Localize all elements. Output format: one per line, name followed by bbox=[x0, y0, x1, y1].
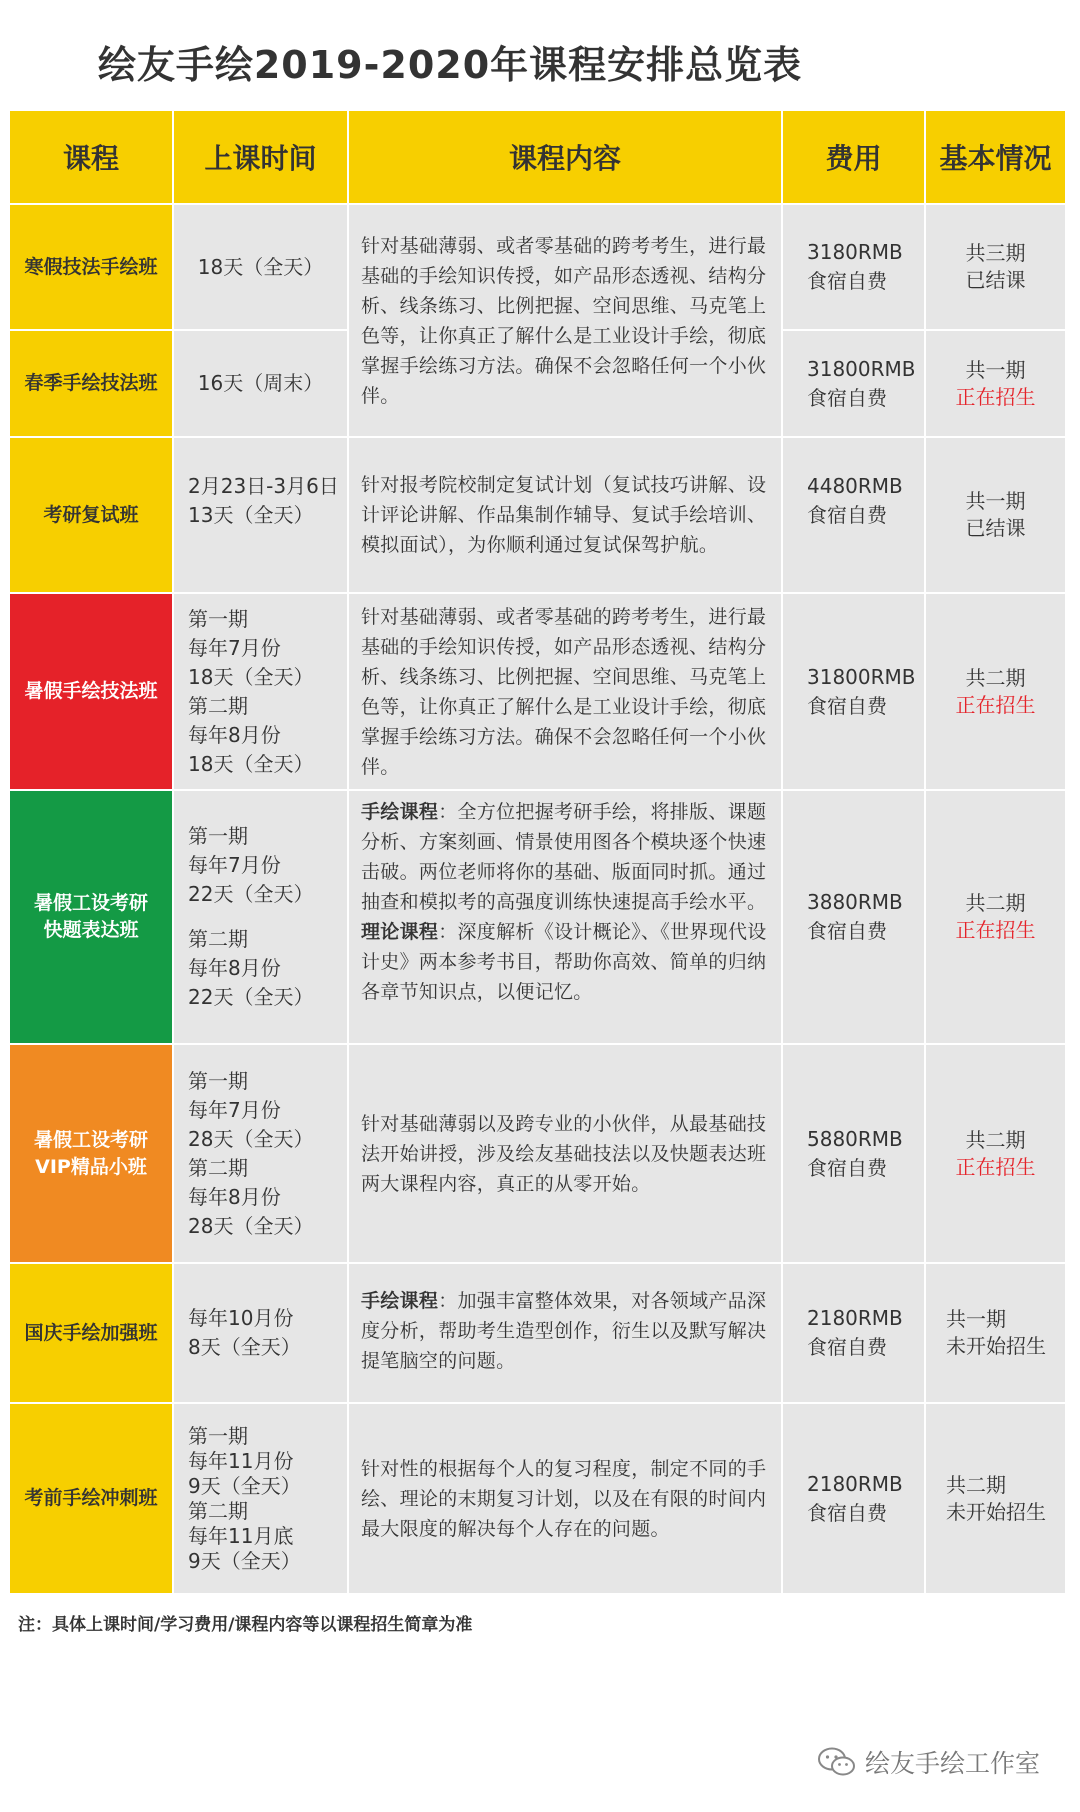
time-line: 第一期 bbox=[188, 1423, 248, 1448]
course-name: 春季手绘技法班 bbox=[10, 331, 172, 436]
course-fee bbox=[783, 205, 924, 329]
fee-amount: 31800RMB bbox=[807, 356, 916, 381]
fee-note: 食宿自费 bbox=[807, 503, 887, 527]
content-text: ：加强丰富整体效果，对各领域产品深度分析，帮助考生造型创作，衍生以及默写解决提笔脑空的问题。 bbox=[361, 1290, 767, 1372]
course-name: 国庆手绘加强班 bbox=[10, 1264, 172, 1402]
header-status: 基本情况 bbox=[926, 111, 1065, 203]
course-fee bbox=[783, 1045, 924, 1262]
time-line: 16天（周末） bbox=[197, 371, 324, 395]
time-line: 每年11月份 bbox=[188, 1448, 294, 1473]
time-line: 每年8月份 bbox=[188, 1184, 281, 1209]
fee-amount: 2180RMB bbox=[807, 1306, 903, 1330]
course-status bbox=[926, 791, 1065, 1043]
course-name-line: 暑假工设考研 bbox=[33, 892, 148, 914]
time-line: 8天（全天） bbox=[188, 1335, 301, 1359]
status-periods: 共二期 bbox=[965, 1127, 1026, 1152]
content-paragraph bbox=[361, 797, 771, 917]
header-time: 上课时间 bbox=[174, 111, 347, 203]
course-fee bbox=[783, 331, 924, 436]
course-content bbox=[349, 1264, 781, 1402]
time-line: 9天（全天） bbox=[188, 1473, 301, 1498]
status-state: 正在招生 bbox=[955, 384, 1036, 409]
course-status bbox=[926, 438, 1065, 592]
status-periods: 共二期 bbox=[965, 665, 1026, 690]
class-time bbox=[174, 1404, 347, 1593]
status-state: 已结课 bbox=[965, 268, 1026, 292]
time-line: 每年7月份 bbox=[188, 635, 281, 660]
fee-note: 食宿自费 bbox=[807, 919, 887, 943]
class-time bbox=[174, 1264, 347, 1402]
time-line: 28天（全天） bbox=[188, 1126, 314, 1151]
wechat-icon bbox=[817, 1746, 857, 1778]
content-text: ：全方位把握考研手绘，将排版、课题分析、方案刻画、情景使用图各个模块逐个快速击破。两位老师将你的基础、版面同时抓。通过抽查和模拟考的高强度训练快速提高手绘水平。 bbox=[361, 801, 767, 913]
fee-amount: 3880RMB bbox=[807, 890, 903, 914]
course-name-line: 快题表达班 bbox=[43, 919, 139, 941]
course-fee bbox=[783, 438, 924, 592]
fee-note: 食宿自费 bbox=[807, 269, 887, 293]
time-line: 第二期 bbox=[188, 1155, 248, 1180]
status-state: 正在招生 bbox=[955, 1154, 1036, 1179]
course-status bbox=[926, 1404, 1065, 1593]
time-line: 22天（全天） bbox=[188, 985, 314, 1009]
status-state: 未开始招生 bbox=[946, 1499, 1046, 1524]
course-content bbox=[349, 791, 781, 1043]
status-state: 正在招生 bbox=[955, 692, 1036, 717]
header-content: 课程内容 bbox=[349, 111, 781, 203]
time-line: 第一期 bbox=[188, 1068, 248, 1093]
fee-note: 食宿自费 bbox=[807, 385, 887, 410]
time-line: 每年8月份 bbox=[188, 956, 281, 980]
status-periods: 共三期 bbox=[965, 241, 1026, 265]
time-line: 每年7月份 bbox=[188, 853, 281, 877]
course-content: 针对基础薄弱、或者零基础的跨考考生，进行最基础的手绘知识传授，如产品形态透视、结构分析、线条练习、比例把握、空间思维、马克笔上色等，让你真正了解什么是工业设计手绘，彻底掌握手绘练习方法。确保不会忽略任何一个小伙伴。 bbox=[349, 594, 781, 789]
fee-amount: 31800RMB bbox=[807, 664, 916, 689]
course-content: 针对报考院校制定复试计划（复试技巧讲解、设计评论讲解、作品集制作辅导、复试手绘培训、模拟面试），为你顺利通过复试保驾护航。 bbox=[349, 438, 781, 592]
content-label: 手绘课程 bbox=[361, 1290, 439, 1312]
status-periods: 共二期 bbox=[965, 891, 1026, 915]
content-label: 手绘课程 bbox=[361, 801, 439, 823]
footnote: 注：具体上课时间/学习费用/课程内容等以课程招生简章为准 bbox=[18, 1615, 473, 1635]
class-time bbox=[174, 791, 347, 1043]
watermark-text: 绘友手绘工作室 bbox=[864, 1749, 1040, 1778]
class-time bbox=[174, 438, 347, 592]
status-state: 未开始招生 bbox=[946, 1334, 1046, 1358]
watermark bbox=[817, 1744, 1040, 1780]
class-time bbox=[174, 331, 347, 436]
time-line: 每年10月份 bbox=[188, 1306, 294, 1330]
course-status bbox=[926, 594, 1065, 789]
status-periods: 共一期 bbox=[946, 1307, 1006, 1331]
course-name: 暑假手绘技法班 bbox=[10, 594, 172, 789]
status-state: 正在招生 bbox=[955, 918, 1036, 942]
course-status bbox=[926, 331, 1065, 436]
course-content: 针对性的根据每个人的复习程度，制定不同的手绘、理论的末期复习计划，以及在有限的时间内最大限度的解决每个人存在的问题。 bbox=[349, 1404, 781, 1593]
time-line: 18天（全天） bbox=[188, 664, 314, 689]
class-time bbox=[174, 1045, 347, 1262]
time-line: 28天（全天） bbox=[188, 1213, 314, 1238]
time-line: 每年7月份 bbox=[188, 1097, 281, 1122]
fee-note: 食宿自费 bbox=[807, 1335, 887, 1359]
content-paragraph bbox=[361, 917, 771, 1007]
fee-note: 食宿自费 bbox=[807, 1500, 887, 1525]
course-name bbox=[10, 1045, 172, 1262]
course-schedule-table bbox=[10, 111, 1057, 1577]
time-line: 2月23日-3月6日 bbox=[188, 474, 339, 498]
course-fee bbox=[783, 791, 924, 1043]
time-line: 13天（全天） bbox=[188, 503, 314, 527]
fee-amount: 2180RMB bbox=[807, 1471, 903, 1496]
course-content: 针对基础薄弱、或者零基础的跨考考生，进行最基础的手绘知识传授，如产品形态透视、结构分析、线条练习、比例把握、空间思维、马克笔上色等，让你真正了解什么是工业设计手绘，彻底掌握手绘练习方法。确保不会忽略任何一个小伙伴。 bbox=[349, 205, 781, 436]
course-content: 针对基础薄弱以及跨专业的小伙伴，从最基础技法开始讲授，涉及绘友基础技法以及快题表达班两大课程内容，真正的从零开始。 bbox=[349, 1045, 781, 1262]
course-fee bbox=[783, 594, 924, 789]
course-fee bbox=[783, 1264, 924, 1402]
fee-note: 食宿自费 bbox=[807, 1155, 887, 1180]
course-name: 考研复试班 bbox=[10, 438, 172, 592]
content-text: ：深度解析《设计概论》、《世界现代设计史》两本参考书目，帮助你高效、简单的归纳各章节知识点，以便记忆。 bbox=[361, 921, 767, 1003]
course-name-line: VIP精品小班 bbox=[35, 1155, 147, 1178]
course-name bbox=[10, 791, 172, 1043]
status-periods: 共二期 bbox=[946, 1472, 1006, 1497]
time-line: 18天（全天） bbox=[197, 254, 324, 279]
fee-amount: 3180RMB bbox=[807, 240, 903, 264]
time-line: 每年8月份 bbox=[188, 722, 281, 747]
time-line: 18天（全天） bbox=[188, 751, 314, 776]
time-line: 第一期 bbox=[188, 824, 248, 848]
course-status bbox=[926, 205, 1065, 329]
fee-amount: 4480RMB bbox=[807, 474, 903, 498]
content-label: 理论课程 bbox=[361, 921, 439, 943]
page-title: 绘友手绘2019-2020年课程安排总览表 bbox=[97, 43, 803, 87]
time-line: 第二期 bbox=[188, 1498, 248, 1523]
time-line: 每年11月底 bbox=[188, 1523, 294, 1548]
course-name-line: 暑假工设考研 bbox=[33, 1128, 148, 1151]
course-name: 考前手绘冲刺班 bbox=[10, 1404, 172, 1593]
header-course: 课程 bbox=[10, 111, 172, 203]
class-time bbox=[174, 205, 347, 329]
course-fee bbox=[783, 1404, 924, 1593]
time-line: 第二期 bbox=[188, 927, 248, 951]
time-line: 9天（全天） bbox=[188, 1548, 301, 1573]
time-line: 第一期 bbox=[188, 606, 248, 631]
course-name: 寒假技法手绘班 bbox=[10, 205, 172, 329]
course-status bbox=[926, 1264, 1065, 1402]
time-line: 22天（全天） bbox=[188, 882, 314, 906]
fee-note: 食宿自费 bbox=[807, 693, 887, 718]
class-time bbox=[174, 594, 347, 789]
status-state: 已结课 bbox=[965, 516, 1026, 540]
course-status bbox=[926, 1045, 1065, 1262]
fee-amount: 5880RMB bbox=[807, 1126, 903, 1151]
time-line: 第二期 bbox=[188, 693, 248, 718]
status-periods: 共一期 bbox=[965, 357, 1026, 382]
header-fee: 费用 bbox=[783, 111, 924, 203]
status-periods: 共一期 bbox=[965, 489, 1026, 513]
